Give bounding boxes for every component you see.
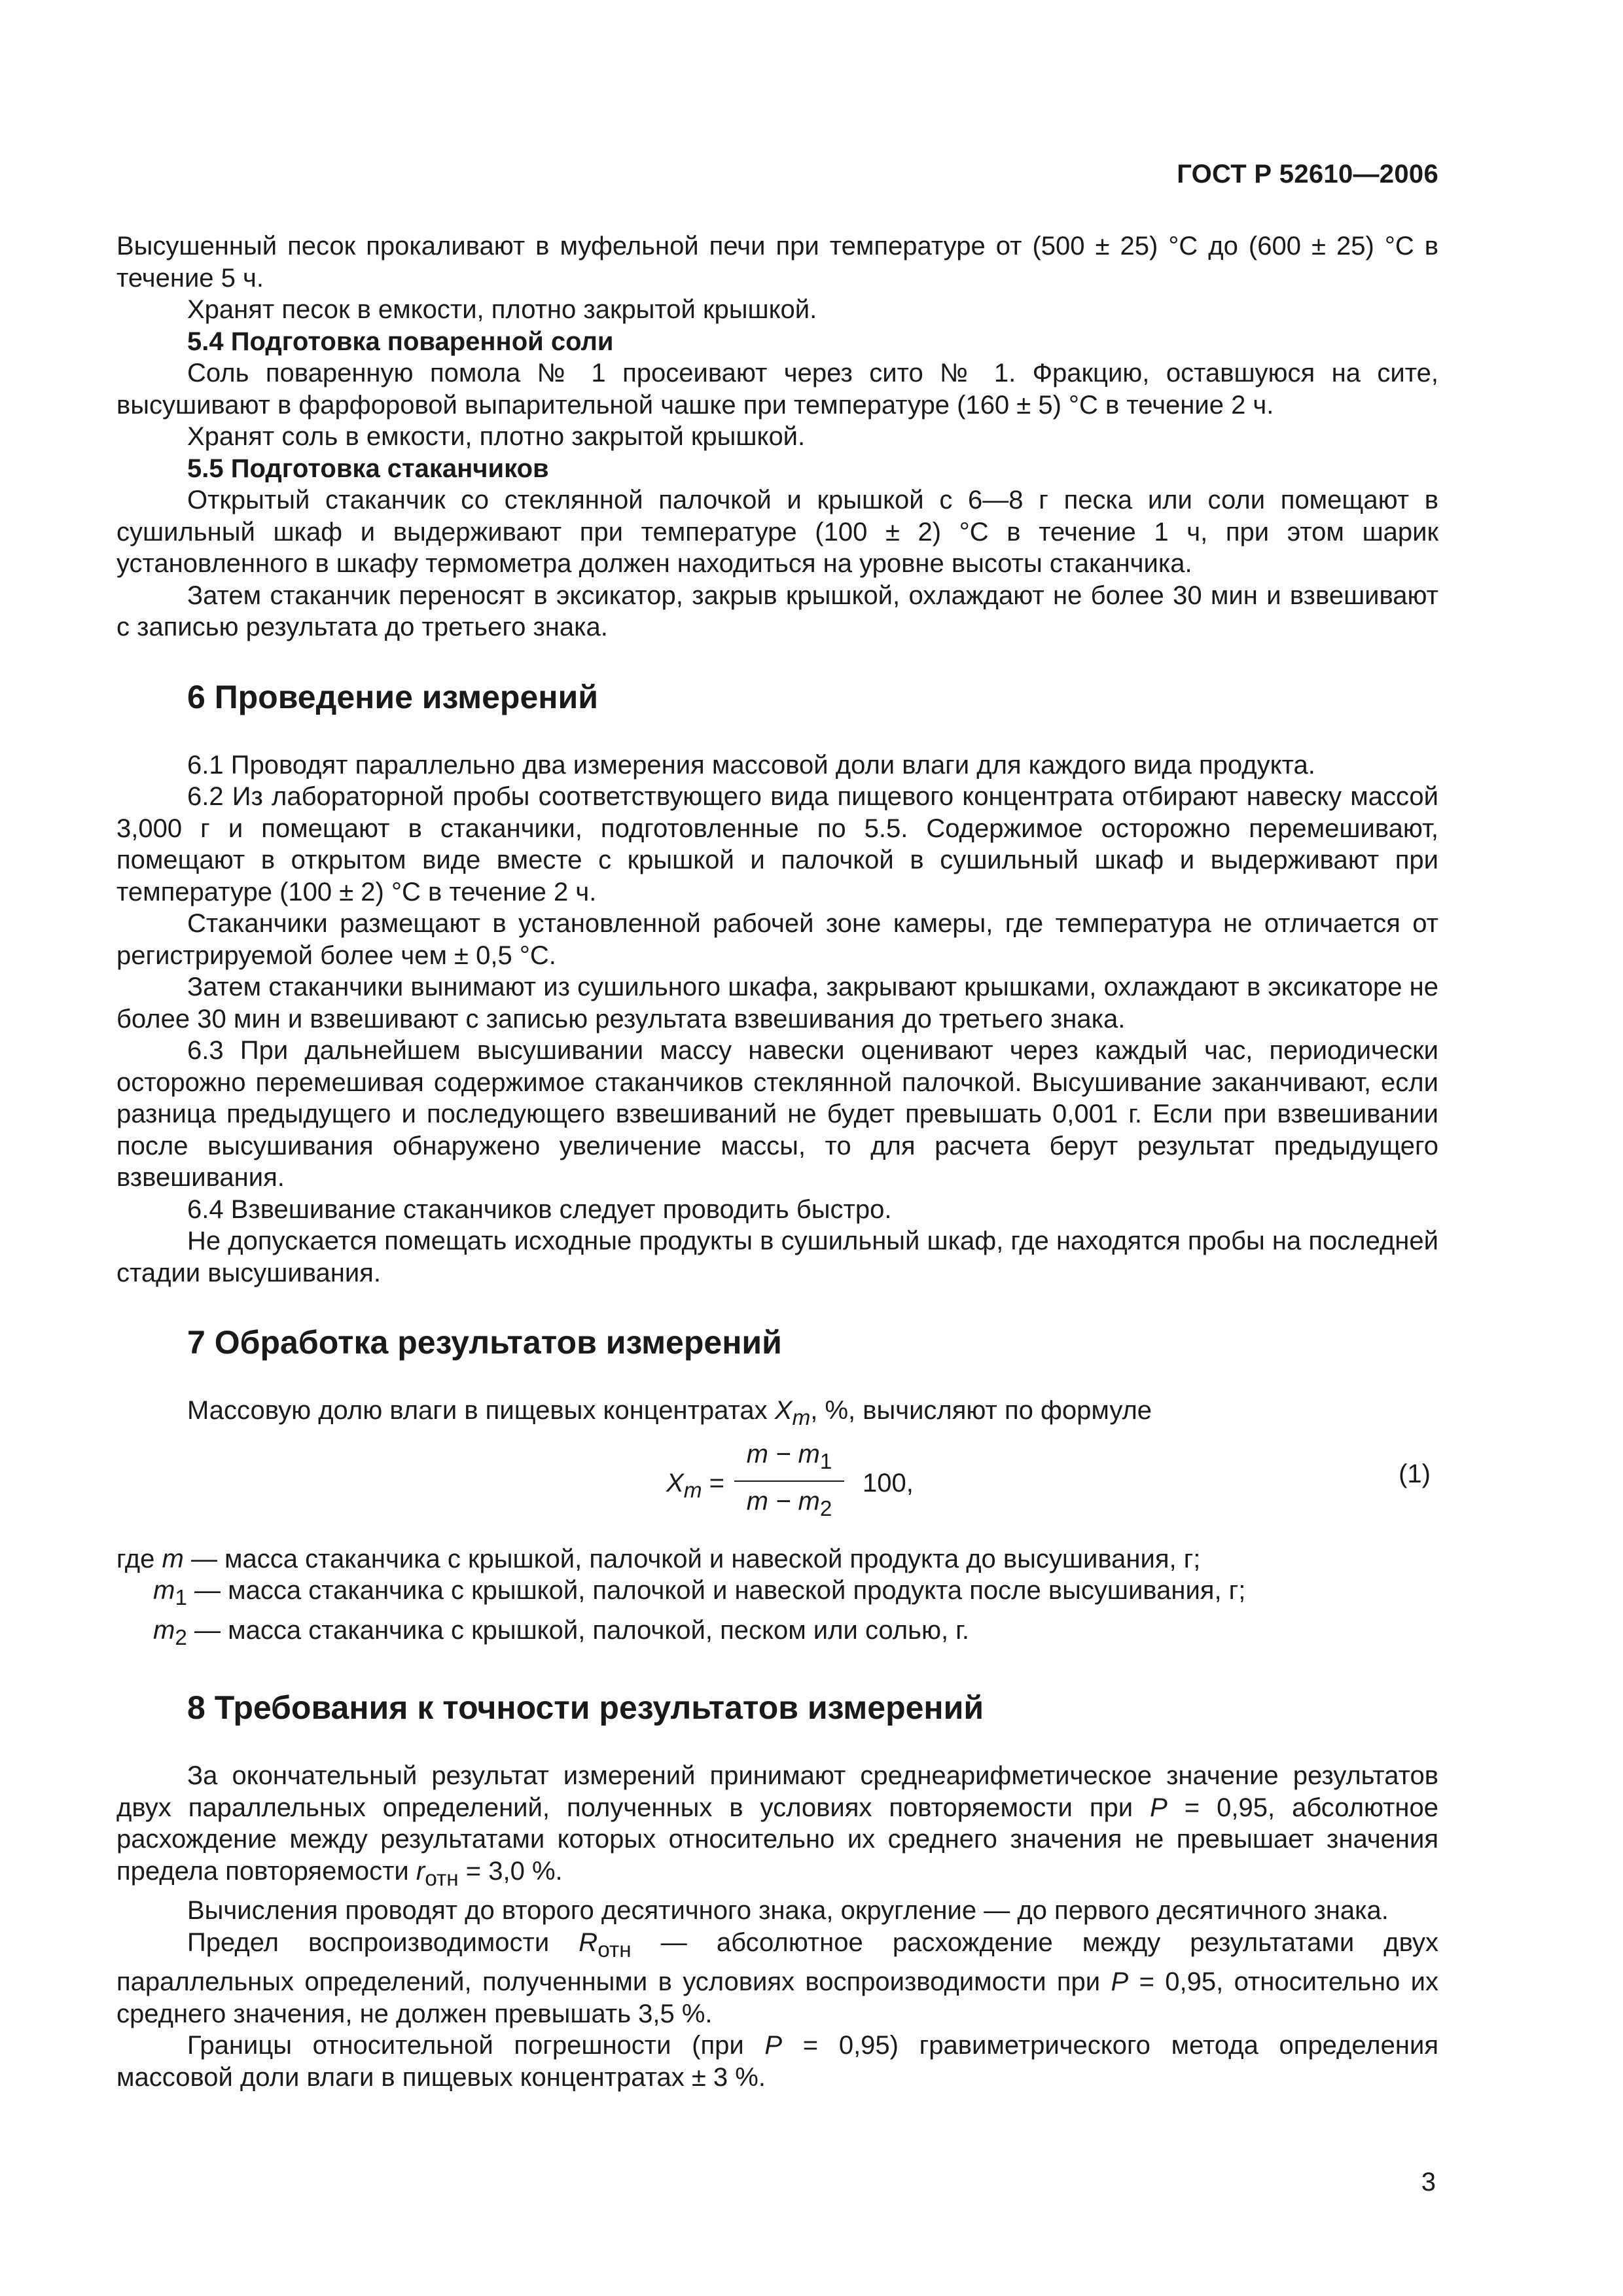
paragraph: Хранят песок в емкости, плотно закрытой крышкой. — [187, 295, 817, 324]
paragraph: За окончательный результат измерений принимают среднеарифметическое значение результатов двух параллельных определений, полученных в условиях повторяемости при P = 0,95, абсолютное расхождение между результатами которых относительно их среднего значения не превышает значения предела повторяемости $r_{отн} = 3,0$ %. — [116, 1761, 1438, 1891]
formula-factor: 100, — [863, 1468, 914, 1498]
document-header: ГОСТ Р 52610—2006 — [1177, 160, 1438, 188]
page-number: 3 — [1421, 2168, 1436, 2197]
subsection-heading: 5.4 Подготовка поваренной соли — [187, 327, 614, 356]
formula-fraction — [730, 1439, 848, 1526]
paragraph: 6.2 Из лабораторной пробы соответствующего вида пищевого концентрата отбирают навеску массой 3,000 г и помещают в стаканчики, подготовленные по 5.5. Содержимое осторожно перемешивают, помещают в открытом виде вместе с крышкой и палочкой в сушильный шкаф и выдерживают при температуре (100 ± 2) °С в течение 2 ч. — [116, 782, 1438, 906]
section-heading: 6 Проведение измерений — [187, 678, 598, 715]
formula-numerator: $m - m_1$ — [746, 1439, 832, 1474]
paragraph: Затем стаканчик переносят в эксикатор, закрыв крышкой, охлаждают не более 30 мин и взвешивают с записью результата до третьего знака. — [116, 581, 1438, 641]
paragraph: 6.1 Проводят параллельно два измерения массовой доли влаги для каждого вида продукта. — [187, 750, 1315, 780]
paragraph: Высушенный песок прокаливают в муфельной печи при температуре от (500 ± 25) °С до (600 ± 25) °С в течение 5 ч. — [116, 232, 1438, 293]
paragraph: Границы относительной погрешности (при P = 0,95) гравиметрического метода определения массовой доли влаги в пищевых концентратах ± 3 %. — [116, 2031, 1438, 2092]
definition-line: где m — масса стаканчика с крышкой, палочкой и навеской продукта до высушивания, г; — [116, 1544, 1201, 1573]
paragraph: Вычисления проводят до второго десятичного знака, округление — до первого десятичного знака. — [187, 1896, 1389, 1925]
formula-lhs: $X_m$ = — [666, 1468, 724, 1503]
document-body — [116, 230, 1438, 2093]
paragraph: Соль поваренную помола № 1 просеивают через сито № 1. Фракцию, оставшуюся на сите, высушивают в фарфоровой выпарительной чашке при температуре (160 ± 5) °С в течение 2 ч. — [116, 359, 1438, 420]
paragraph: Затем стаканчики вынимают из сушильного шкафа, закрывают крышками, охлаждают в эксикаторе не более 30 мин и взвешивают с записью результата взвешивания до третьего знака. — [116, 973, 1438, 1033]
paragraph: Открытый стаканчик со стеклянной палочкой и крышкой с 6—8 г песка или соли помещают в сушильный шкаф и выдерживают при температуре (100 ± 2) °С в течение 1 ч, при этом шарик установленного в шкафу термометра должен находиться на уровне высоты стаканчика. — [116, 486, 1438, 578]
formula-intro: Массовую долю влаги в пищевых концентратах $X_m$, %, вычисляют по формуле — [187, 1396, 1152, 1430]
section-heading: 8 Требования к точности результатов измерений — [187, 1689, 984, 1726]
paragraph: 6.4 Взвешивание стаканчиков следует проводить быстро. — [187, 1194, 892, 1224]
paragraph: Хранят соль в емкости, плотно закрытой крышкой. — [187, 422, 806, 451]
definition-line: $m_1$ — масса стаканчика с крышкой, палочкой и навеской продукта после высушивания, г; — [153, 1576, 1246, 1610]
paragraph: Предел воспроизводимости $R_{отн}$ — абсолютное расхождение между результатами двух параллельных определений, полученными в условиях воспроизводимости при P = 0,95, относительно их среднего значения, не должен превышать 3,5 %. — [116, 1928, 1438, 2028]
section-heading: 7 Обработка результатов измерений — [187, 1324, 782, 1361]
subsection-heading: 5.5 Подготовка стаканчиков — [187, 454, 549, 483]
formula-denominator: $m - m_2$ — [746, 1487, 832, 1521]
definition-line: $m_2$ — масса стаканчика с крышкой, палочкой, песком или солью, г. — [153, 1615, 969, 1650]
formula-number: (1) — [1399, 1459, 1431, 1488]
paragraph: 6.3 При дальнейшем высушивании массу навески оценивают через каждый час, периодически осторожно перемешивая содержимое стаканчиков стеклянной палочкой. Высушивание заканчивают, если разница предыдущего и последующего взвешиваний не будет превышать 0,001 г. Если при взвешивании после высушивания обнаружено увеличение массы, то для расчета берут результат предыдущего взвешивания. — [116, 1036, 1438, 1192]
paragraph: Стаканчики размещают в установленной рабочей зоне камеры, где температура не отличается от регистрируемой более чем ± 0,5 °С. — [116, 909, 1438, 970]
paragraph: Не допускается помещать исходные продукты в сушильный шкаф, где находятся пробы на последней стадии высушивания. — [116, 1227, 1438, 1287]
formula — [116, 1439, 1438, 1537]
variable-definitions — [116, 1543, 1438, 1655]
